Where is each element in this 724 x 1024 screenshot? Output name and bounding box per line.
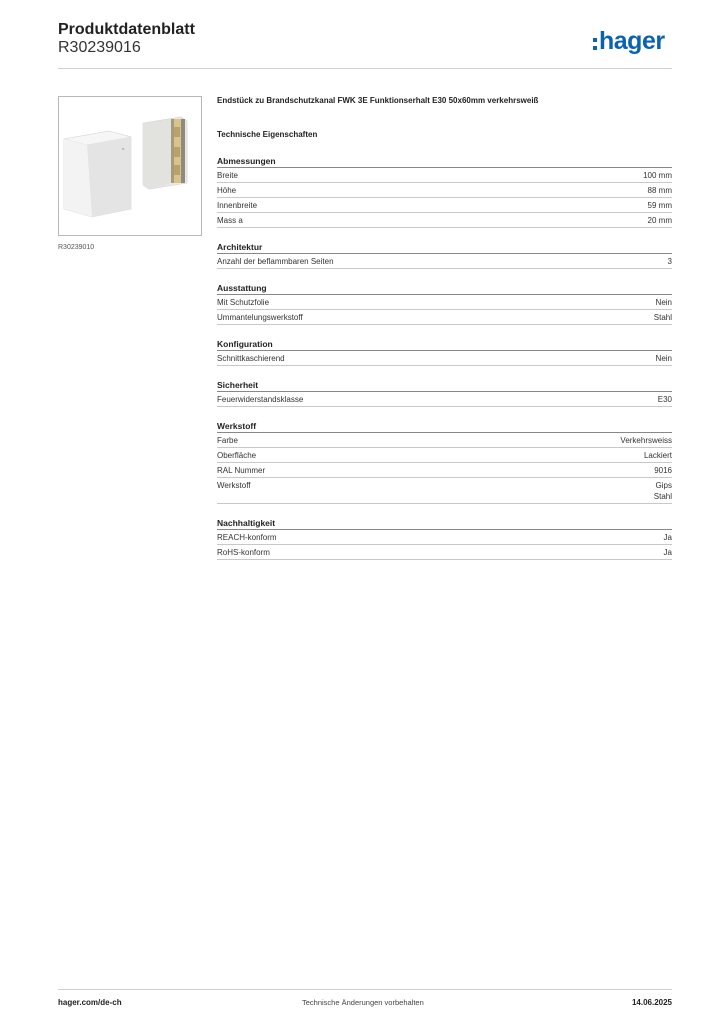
spec-value — [656, 353, 672, 364]
spec-row — [217, 392, 672, 407]
footer-website: hager.com/de-ch — [58, 998, 122, 1007]
spec-value — [654, 312, 672, 323]
spec-value — [648, 200, 672, 211]
spec-row — [217, 351, 672, 366]
spec-value — [643, 170, 672, 181]
spec-value — [654, 465, 672, 476]
spec-label: Ummantelungswerkstoff — [217, 313, 303, 322]
spec-row — [217, 433, 672, 448]
section-title: Architektur — [217, 241, 672, 254]
section-title: Ausstattung — [217, 282, 672, 295]
spec-label: Höhe — [217, 186, 237, 195]
header-title: Produktdatenblatt — [58, 21, 195, 38]
top-divider — [58, 68, 672, 69]
spec-row — [217, 198, 672, 213]
spec-label: RoHS-konform — [217, 548, 270, 557]
spec-section — [217, 155, 672, 228]
spec-label: RAL Nummer — [217, 466, 266, 475]
spec-value-line: Lackiert — [643, 451, 672, 460]
spec-row — [217, 213, 672, 228]
spec-value-line: E30 — [657, 395, 672, 404]
section-title: Sicherheit — [217, 379, 672, 392]
spec-row — [217, 310, 672, 325]
spec-section — [217, 517, 672, 560]
product-description: Endstück zu Brandschutzkanal FWK 3E Funktionserhalt E30 50x60mm verkehrsweiß — [217, 96, 539, 105]
spec-row — [217, 478, 672, 504]
spec-label: Oberfläche — [217, 451, 257, 460]
technical-properties-heading: Technische Eigenschaften — [217, 130, 318, 139]
spec-value — [648, 215, 672, 226]
image-caption: R30239010 — [58, 244, 95, 251]
spec-label: Anzahl der beflammbaren Seiten — [217, 257, 334, 266]
spec-value — [658, 394, 672, 405]
spec-row — [217, 530, 672, 545]
spec-value-line: 20 mm — [647, 216, 672, 225]
spec-value — [656, 297, 672, 308]
hager-logo — [593, 27, 665, 56]
spec-label: Schnittkaschierend — [217, 354, 285, 363]
section-title: Abmessungen — [217, 155, 672, 168]
spec-row — [217, 448, 672, 463]
spec-row — [217, 168, 672, 183]
spec-label: Mit Schutzfolie — [217, 298, 270, 307]
spec-value — [644, 450, 672, 461]
header-product-code: R30239016 — [58, 39, 141, 56]
logo-colon-icon — [593, 38, 597, 50]
spec-label: REACH-konform — [217, 533, 277, 542]
spec-value-line: Gips — [655, 481, 672, 490]
spec-label: Breite — [217, 171, 238, 180]
spec-row — [217, 183, 672, 198]
spec-value-line: 3 — [667, 257, 672, 266]
spec-section — [217, 338, 672, 366]
spec-value — [664, 532, 672, 543]
spec-section — [217, 241, 672, 269]
spec-value-line: 59 mm — [647, 201, 672, 210]
spec-value — [648, 185, 672, 196]
spec-value-line: Ja — [663, 548, 672, 557]
section-title: Konfiguration — [217, 338, 672, 351]
spec-value-line: Ja — [663, 533, 672, 542]
footer-date: 14.06.2025 — [631, 998, 672, 1007]
spec-label: Werkstoff — [217, 481, 251, 490]
spec-section — [217, 282, 672, 325]
spec-label: Innenbreite — [217, 201, 258, 210]
section-title: Nachhaltigkeit — [217, 517, 672, 530]
product-content — [217, 96, 672, 560]
spec-label: Farbe — [217, 436, 238, 445]
spec-value-line: 88 mm — [647, 186, 672, 195]
spec-value-line: 100 mm — [643, 171, 672, 180]
section-title: Werkstoff — [217, 420, 672, 433]
spec-label: Feuerwiderstandsklasse — [217, 395, 304, 404]
spec-value — [620, 435, 672, 446]
spec-value-line: Nein — [655, 298, 672, 307]
spec-row — [217, 545, 672, 560]
spec-value-line: Nein — [655, 354, 672, 363]
logo-text: hager — [599, 27, 665, 55]
spec-row — [217, 254, 672, 269]
footer-disclaimer: Technische Änderungen vorbehalten — [302, 998, 424, 1007]
spec-value — [664, 547, 672, 558]
spec-value-line: 9016 — [654, 466, 672, 475]
spec-value — [654, 480, 672, 502]
spec-section — [217, 379, 672, 407]
spec-value-line: Stahl — [653, 313, 672, 322]
spec-row — [217, 295, 672, 310]
product-image — [58, 96, 202, 236]
spec-label: Mass a — [217, 216, 243, 225]
spec-value-line: Stahl — [653, 492, 672, 501]
spec-value-line: Verkehrsweiss — [620, 436, 672, 445]
spec-sections — [217, 155, 672, 560]
product-photo-illustration — [59, 97, 201, 235]
spec-value — [668, 256, 672, 267]
footer-divider — [58, 989, 672, 990]
spec-section — [217, 420, 672, 504]
spec-row — [217, 463, 672, 478]
